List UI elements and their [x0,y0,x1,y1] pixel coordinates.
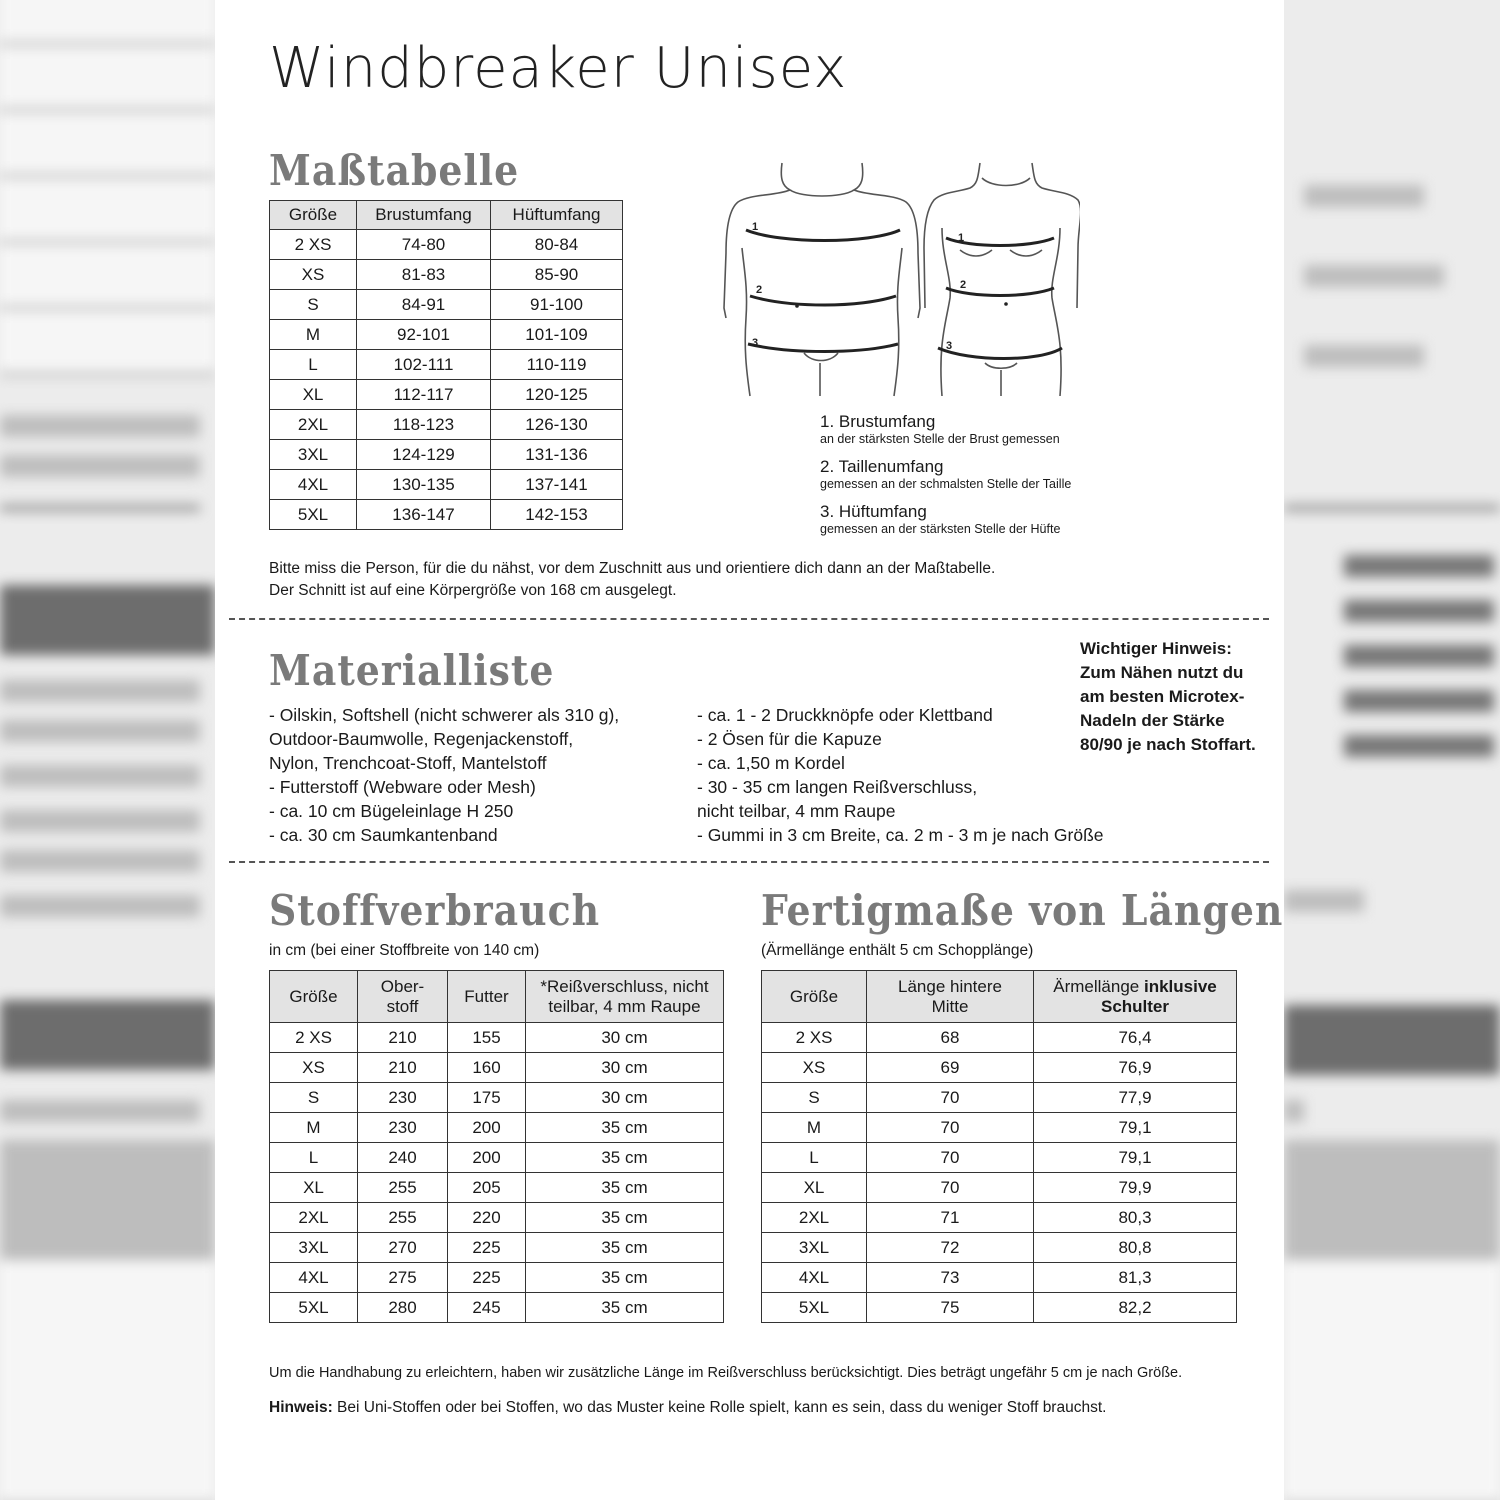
table-cell: 76,9 [1034,1053,1237,1083]
table-cell: 2 XS [762,1023,867,1053]
marker-1-female: 1 [958,232,965,244]
table-row [270,350,623,380]
table-cell: 81,3 [1034,1263,1237,1293]
dashed-divider [229,618,1269,620]
size-chart-heading: Maßtabelle [269,146,520,195]
dashed-divider [229,861,1269,863]
table-cell: 35 cm [526,1113,724,1143]
table-cell: 101-109 [491,320,623,350]
table-cell: 126-130 [491,410,623,440]
table-cell: 230 [358,1083,448,1113]
table-row [270,1293,724,1323]
materials-heading: Materialliste [269,646,555,695]
table-cell: 72 [867,1233,1034,1263]
fabric-hint [269,1397,1106,1419]
column-header: Größe [270,201,357,230]
table-cell: 2XL [762,1203,867,1233]
table-cell: 175 [448,1083,526,1113]
table-row [270,1083,724,1113]
table-cell: M [270,320,357,350]
table-cell: 4XL [270,470,357,500]
table-row [762,1113,1237,1143]
table-cell: 92-101 [357,320,491,350]
table-cell: S [762,1083,867,1113]
table-row [270,380,623,410]
table-cell: 30 cm [526,1083,724,1113]
fabric-heading: Stoffverbrauch [269,886,601,935]
column-header: Hüftumfang [491,201,623,230]
table-row [270,1113,724,1143]
table-cell: 70 [867,1143,1034,1173]
table-cell: 35 cm [526,1293,724,1323]
material-item: - ca. 1 - 2 Druckknöpfe oder Klettband [697,705,993,725]
table-row [762,1083,1237,1113]
table-row [762,1203,1237,1233]
table-cell: 136-147 [357,500,491,530]
material-item: - Gummi in 3 cm Breite, ca. 2 m - 3 m je nach Größe [697,825,1104,845]
table-cell: 76,4 [1034,1023,1237,1053]
table-row [270,1233,724,1263]
table-row [270,1203,724,1233]
table-row [270,320,623,350]
table-cell: 30 cm [526,1023,724,1053]
table-cell: M [270,1113,358,1143]
marker-1-male: 1 [752,221,759,233]
material-item: - Oilskin, Softshell (nicht schwerer als 310 g), [269,705,620,725]
table-cell: 35 cm [526,1263,724,1293]
table-cell: 68 [867,1023,1034,1053]
measure-lines-female [938,238,1062,359]
legend-item-title: 1. Brustumfang [820,412,936,431]
column-header: Brustumfang [357,201,491,230]
table-cell: 70 [867,1173,1034,1203]
column-header: Größe [270,971,358,1023]
table-cell: L [270,1143,358,1173]
legend-item-description: an der stärksten Stelle der Brust gemessen [820,432,1060,446]
legend-item-description: gemessen an der schmalsten Stelle der Taille [820,477,1072,491]
table-cell: 79,1 [1034,1143,1237,1173]
fabric-subtitle: in cm (bei einer Stoffbreite von 140 cm) [269,942,540,959]
table-cell: 75 [867,1293,1034,1323]
table-cell: XL [762,1173,867,1203]
table-cell: 70 [867,1083,1034,1113]
pattern-sheet [215,0,1284,1500]
legend-item-title: 2. Taillenumfang [820,457,944,476]
material-item: - ca. 30 cm Saumkantenband [269,825,498,845]
table-cell: 240 [358,1143,448,1173]
table-cell: 73 [867,1263,1034,1293]
table-cell: 79,1 [1034,1113,1237,1143]
figure-front-male [724,163,920,396]
measurement-legend [820,412,1071,547]
marker-3-female: 3 [946,340,953,352]
table-row [762,1023,1237,1053]
table-cell: 5XL [270,1293,358,1323]
fabric-hint-label: Hinweis: [269,1399,333,1416]
table-cell: 130-135 [357,470,491,500]
table-row [270,1023,724,1053]
table-cell: 3XL [270,1233,358,1263]
measure-lines-male [746,230,900,352]
table-cell: 70 [867,1113,1034,1143]
table-row [762,1293,1237,1323]
table-cell: 3XL [270,440,357,470]
hint-line: 80/90 je nach Stoffart. [1080,735,1256,754]
figure-markers [752,221,966,352]
table-cell: 118-123 [357,410,491,440]
material-item: - Futterstoff (Webware oder Mesh) [269,777,536,797]
size-chart-table [269,200,623,530]
table-cell: 225 [448,1263,526,1293]
table-cell: 80,3 [1034,1203,1237,1233]
table-row [270,230,623,260]
table-row [762,1053,1237,1083]
table-cell: 35 cm [526,1173,724,1203]
marker-2-female: 2 [960,279,967,291]
navel-dot [1004,302,1008,306]
column-header: Größe [762,971,867,1023]
table-row [270,410,623,440]
navel-dot [795,304,799,308]
table-cell: 102-111 [357,350,491,380]
fabric-hint-text: Bei Uni-Stoffen oder bei Stoffen, wo das Muster keine Rolle spielt, kann es sein, dass du weniger Stoff brauchst. [332,1399,1107,1416]
table-cell: 74-80 [357,230,491,260]
table-cell: 112-117 [357,380,491,410]
table-row [270,440,623,470]
table-cell: L [762,1143,867,1173]
table-cell: 3XL [762,1233,867,1263]
table-cell: 124-129 [357,440,491,470]
table-row [762,1143,1237,1173]
table-row [270,260,623,290]
table-cell: 200 [448,1143,526,1173]
table-cell: XL [270,380,357,410]
table-row [270,1173,724,1203]
table-cell: 245 [448,1293,526,1323]
material-item: Nylon, Trenchcoat-Stoff, Mantelstoff [269,753,547,773]
size-chart-note [269,558,995,602]
table-row [762,1233,1237,1263]
legend-item [820,457,1071,492]
material-item: - ca. 1,50 m Kordel [697,753,845,773]
table-cell: 225 [448,1233,526,1263]
table-cell: 85-90 [491,260,623,290]
table-cell: 91-100 [491,290,623,320]
table-cell: 110-119 [491,350,623,380]
table-cell: 275 [358,1263,448,1293]
size-chart-note-line: Bitte miss die Person, für die du nähst, vor dem Zuschnitt aus und orientiere dich dann an der Maßtabelle. [269,560,996,577]
table-row [270,500,623,530]
table-cell: M [762,1113,867,1143]
table-cell: 4XL [270,1263,358,1293]
hint-line: Nadeln der Stärke [1080,711,1225,730]
material-item: - ca. 10 cm Bügeleinlage H 250 [269,801,514,821]
blurred-background-right [1284,0,1500,1500]
table-cell: 35 cm [526,1143,724,1173]
table-row [762,1263,1237,1293]
table-row [270,1143,724,1173]
legend-item [820,502,1071,537]
document-title: Windbreaker Unisex [269,36,848,101]
hint-line: Zum Nähen nutzt du [1080,663,1244,682]
table-cell: 77,9 [1034,1083,1237,1113]
table-cell: 200 [448,1113,526,1143]
table-cell: 2XL [270,1203,358,1233]
table-cell: 220 [448,1203,526,1233]
table-cell: 2 XS [270,1023,358,1053]
table-cell: 131-136 [491,440,623,470]
table-cell: 5XL [270,500,357,530]
table-cell: 280 [358,1293,448,1323]
table-cell: 4XL [762,1263,867,1293]
lengths-heading: Fertigmaße von Längen [761,886,1284,935]
legend-item-description: gemessen an der stärksten Stelle der Hüfte [820,522,1061,536]
fabric-table [269,970,724,1323]
legend-item-title: 3. Hüftumfang [820,502,927,521]
table-cell: 30 cm [526,1053,724,1083]
lengths-table [761,970,1237,1323]
material-item: nicht teilbar, 4 mm Raupe [697,801,896,821]
body-measurement-figures [720,158,1080,403]
table-cell: 255 [358,1203,448,1233]
column-header: *Reißverschluss, nicht teilbar, 4 mm Raupe [526,971,724,1023]
table-row [270,290,623,320]
table-cell: L [270,350,357,380]
marker-2-male: 2 [756,284,763,296]
material-item: - 30 - 35 cm langen Reißverschluss, [697,777,978,797]
column-header: Futter [448,971,526,1023]
lengths-subtitle: (Ärmellänge enthält 5 cm Schopplänge) [761,942,1034,959]
size-chart-note-line: Der Schnitt ist auf eine Körpergröße von 168 cm ausgelegt. [269,582,677,599]
material-item: - 2 Ösen für die Kapuze [697,729,882,749]
needle-hint [1080,637,1256,757]
table-cell: 210 [358,1053,448,1083]
table-cell: 71 [867,1203,1034,1233]
table-cell: 255 [358,1173,448,1203]
column-header: Ärmellänge inklusive Schulter [1034,971,1237,1023]
table-cell: 79,9 [1034,1173,1237,1203]
table-cell: 2XL [270,410,357,440]
table-cell: 230 [358,1113,448,1143]
zipper-note: Um die Handhabung zu erleichtern, haben wir zusätzliche Länge im Reißverschluss berücksichtigt. Dies beträgt ungefähr 5 cm je nach Größe. [269,1365,1183,1381]
table-cell: 2 XS [270,230,357,260]
hint-line: am besten Microtex- [1080,687,1245,706]
marker-3-male: 3 [752,337,759,349]
table-cell: 5XL [762,1293,867,1323]
hint-line: Wichtiger Hinweis: [1080,639,1232,658]
table-cell: 81-83 [357,260,491,290]
table-cell: 82,2 [1034,1293,1237,1323]
table-cell: 80-84 [491,230,623,260]
table-cell: 80,8 [1034,1233,1237,1263]
table-cell: 142-153 [491,500,623,530]
table-cell: 210 [358,1023,448,1053]
table-cell: XS [762,1053,867,1083]
materials-list-right [697,703,1104,847]
table-cell: 120-125 [491,380,623,410]
figure-front-female [924,163,1080,396]
table-row [270,1053,724,1083]
table-row [270,1263,724,1293]
table-cell: 270 [358,1233,448,1263]
table-cell: 35 cm [526,1233,724,1263]
table-cell: 160 [448,1053,526,1083]
column-header: Länge hintere Mitte [867,971,1034,1023]
material-item: Outdoor-Baumwolle, Regenjackenstoff, [269,729,574,749]
table-row [270,470,623,500]
table-cell: 69 [867,1053,1034,1083]
table-cell: 155 [448,1023,526,1053]
table-cell: S [270,290,357,320]
table-cell: 84-91 [357,290,491,320]
column-header: Ober- stoff [358,971,448,1023]
table-cell: 205 [448,1173,526,1203]
table-cell: XL [270,1173,358,1203]
blurred-background-left [0,0,215,1500]
table-cell: S [270,1083,358,1113]
table-cell: 137-141 [491,470,623,500]
table-cell: XS [270,1053,358,1083]
table-cell: 35 cm [526,1203,724,1233]
table-cell: XS [270,260,357,290]
materials-list-left [269,703,619,847]
legend-item [820,412,1071,447]
table-row [762,1173,1237,1203]
